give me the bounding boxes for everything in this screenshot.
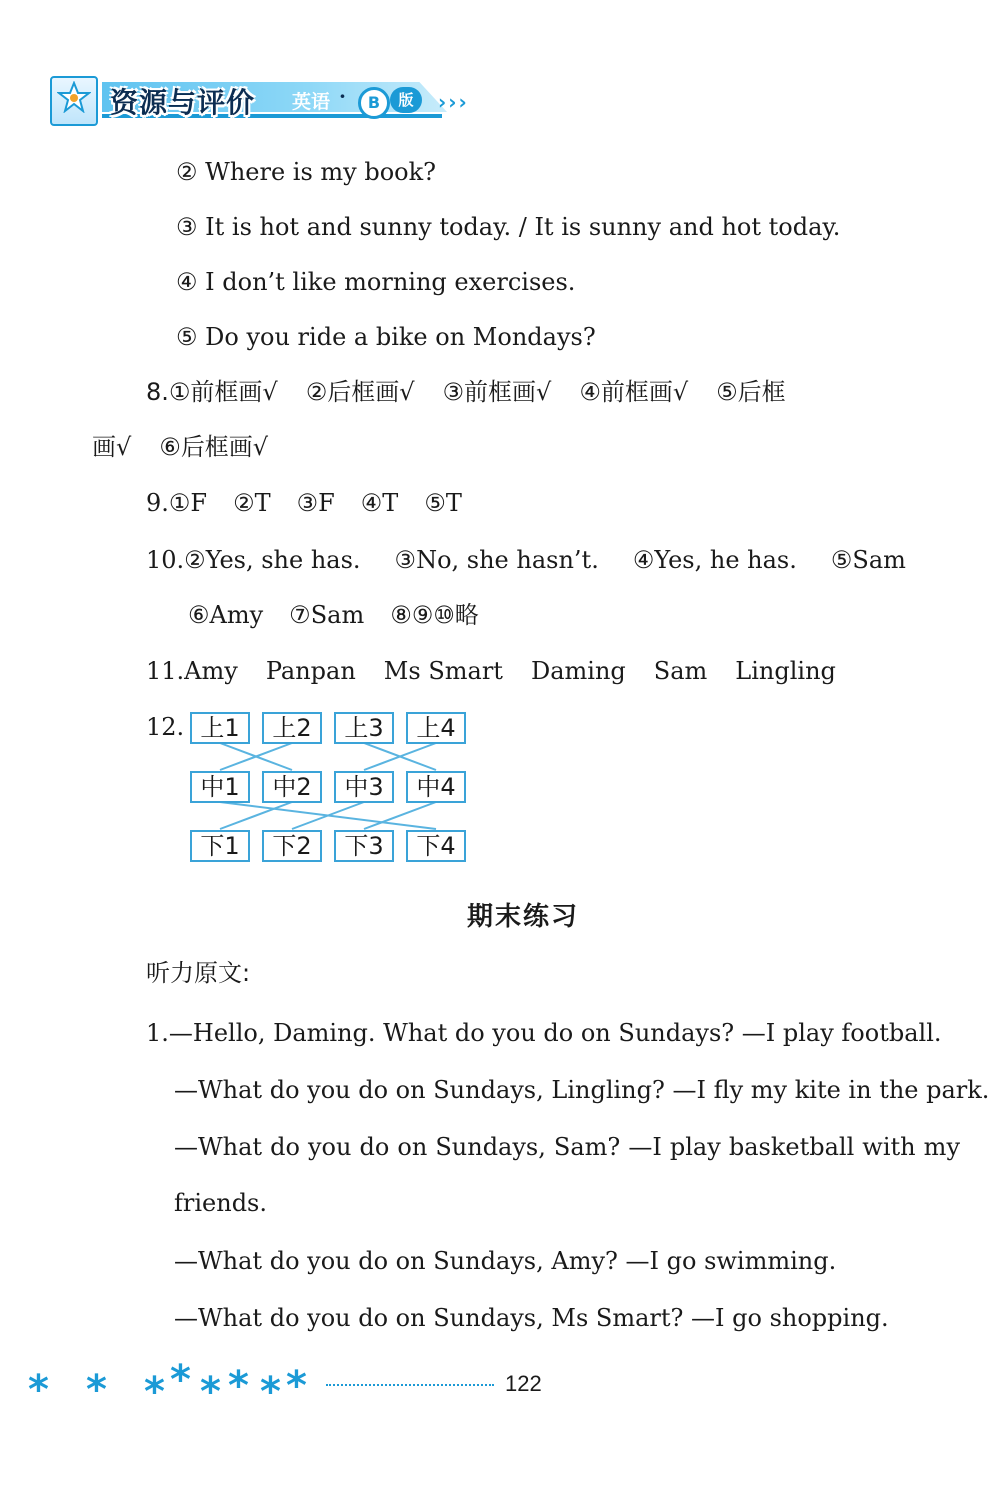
q12-middle-box: 中1 [190, 771, 250, 803]
chevron-right-icon: ››› [438, 90, 469, 114]
q9-item: ①F [168, 489, 208, 517]
q12-number: 12. [146, 713, 185, 741]
q12-middle-box: 中3 [334, 771, 394, 803]
q11-item: Ms Smart [383, 657, 503, 685]
q10-item: ③No, she hasn’t. [394, 546, 599, 574]
transcript-line: friends. [174, 1189, 267, 1217]
footer-stars [28, 1357, 328, 1415]
star-icon: * [228, 1363, 249, 1409]
listening-label: 听力原文: [146, 959, 251, 987]
q9-number: 9. [146, 489, 169, 517]
answer-line: ② Where is my book? [176, 158, 437, 186]
q12-match-line [292, 802, 364, 829]
q11-item: Lingling [735, 657, 836, 685]
q11-number: 11. [146, 657, 185, 685]
q12-middle-box: 中2 [262, 771, 322, 803]
star-icon: * [200, 1369, 221, 1415]
footer-dotted-rule [326, 1384, 494, 1386]
subject-label: 英语 [292, 91, 331, 113]
q12-top-box: 上2 [262, 712, 322, 744]
series-title: 资源与评价 [110, 86, 256, 119]
q8-item: ②后框画√ [305, 378, 415, 406]
transcript-line: —What do you do on Sundays, Sam? —I play basketball with my [174, 1133, 960, 1161]
q8-item: 画√ [92, 433, 132, 461]
q10-item: ⑦Sam [289, 601, 365, 629]
edition-letter-badge: B [358, 87, 390, 119]
final-q1-line [146, 1018, 942, 1048]
q12-bottom-box: 下2 [262, 830, 322, 862]
star-icon: * [28, 1367, 49, 1413]
q8-item: ⑥后框画√ [159, 433, 269, 461]
q9-item: ②T [233, 489, 271, 517]
transcript-line: —What do you do on Sundays, Lingling? —I fly my kite in the park. [174, 1076, 990, 1104]
q12-middle-box: 中4 [406, 771, 466, 803]
q11-item: Daming [530, 657, 626, 685]
final-q1-number: 1. [146, 1019, 169, 1047]
q10-item: ④Yes, he has. [632, 546, 797, 574]
q12-top-box: 上4 [406, 712, 466, 744]
q12-top-box: 上3 [334, 712, 394, 744]
q8-number: 8. [146, 378, 169, 406]
transcript-line: —What do you do on Sundays, Ms Smart? —I go shopping. [174, 1304, 889, 1332]
q9-item: ⑤T [424, 489, 462, 517]
transcript-line: —What do you do on Sundays, Amy? —I go swimming. [174, 1247, 837, 1275]
header-dot: · [339, 84, 346, 108]
edition-suffix-badge: 版 [390, 87, 422, 113]
q8-item: ⑤后框 [716, 378, 786, 406]
section-title: 期末练习 [466, 902, 579, 932]
q10-number: 10. [146, 546, 185, 574]
star-icon: * [170, 1357, 191, 1403]
q12-bottom-box: 下1 [190, 830, 250, 862]
page-number: 122 [505, 1371, 542, 1396]
q10-item: ⑥Amy [188, 601, 264, 629]
q8-item: ③前框画√ [442, 378, 552, 406]
star-icon: * [144, 1369, 165, 1415]
q10-item: ⑤Sam [830, 546, 906, 574]
q10-item: ⑧⑨⑩略 [390, 601, 479, 629]
q12-top-box: 上1 [190, 712, 250, 744]
q8-item: ①前框画√ [168, 378, 278, 406]
star-icon: * [86, 1367, 107, 1413]
q9-item: ③F [296, 489, 335, 517]
q8-item: ④前框画√ [579, 378, 689, 406]
star-icon: * [286, 1363, 307, 1409]
q10-item: ②Yes, she has. [184, 546, 361, 574]
q9-item: ④T [360, 489, 399, 517]
transcript-line: —Hello, Daming. What do you do on Sundays? —I play football. [168, 1019, 942, 1047]
answer-line: ⑤ Do you ride a bike on Mondays? [176, 323, 596, 351]
q11-item: Panpan [265, 657, 356, 685]
q12-bottom-box: 下3 [334, 830, 394, 862]
q12-bottom-box: 下4 [406, 830, 466, 862]
q11-item: Amy [184, 657, 238, 685]
star-icon: * [260, 1369, 281, 1415]
answer-line: ④ I don’t like morning exercises. [176, 268, 576, 296]
q11-item: Sam [653, 657, 708, 685]
answer-line: ③ It is hot and sunny today. / It is sunny and hot today. [176, 213, 841, 241]
